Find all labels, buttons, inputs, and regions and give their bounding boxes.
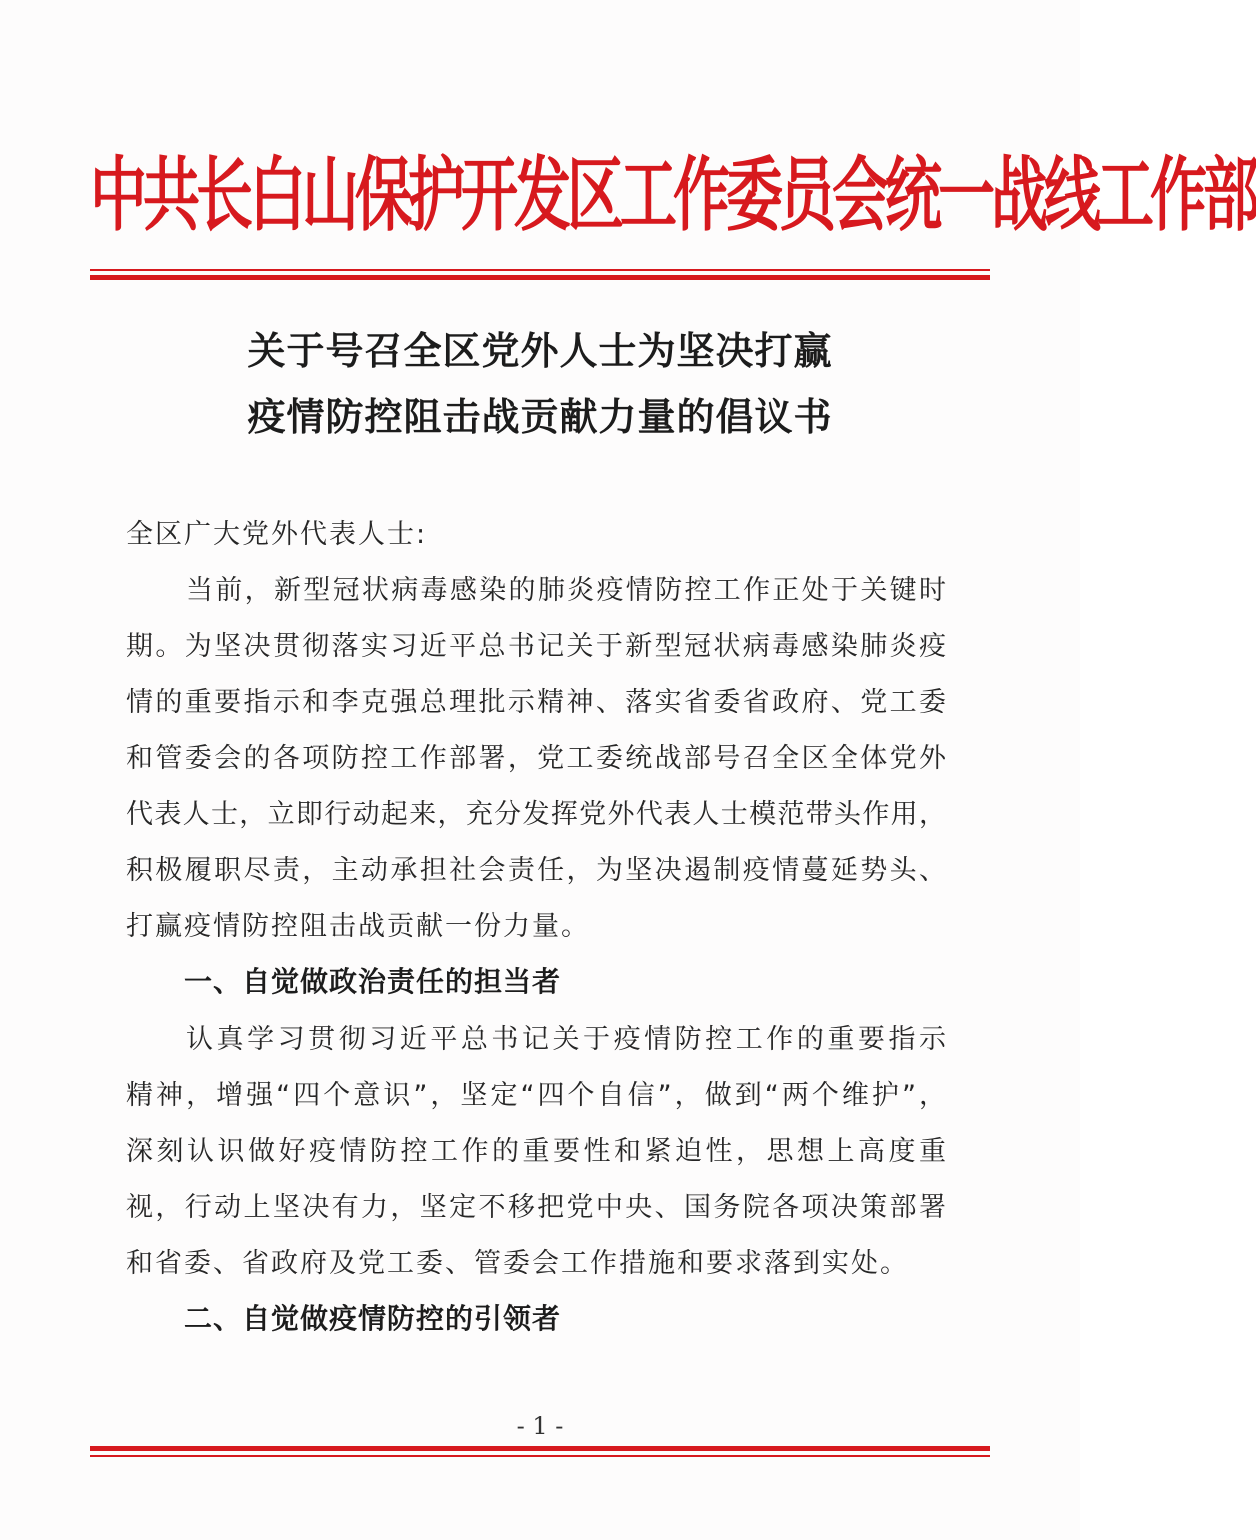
header-red-rule-thin <box>90 269 990 271</box>
paragraph-1-line: 当前，新型冠状病毒感染的肺炎疫情防控工作正处于关键时 <box>186 575 946 606</box>
paragraph-1-line: 代表人士，立即行动起来，充分发挥党外代表人士模范带头作用， <box>126 799 946 830</box>
paragraph-1-line: 打赢疫情防控阻击战贡献一份力量。 <box>126 911 590 942</box>
salutation: 全区广大党外代表人士: <box>126 519 428 550</box>
section-1-line: 视，行动上坚决有力，坚定不移把党中央、国务院各项决策部署 <box>126 1192 946 1223</box>
section-1-heading: 一、自觉做政治责任的担当者 <box>184 965 562 998</box>
section-1-line: 和省委、省政府及党工委、管委会工作措施和要求落到实处。 <box>126 1248 909 1279</box>
header-red-rule-thick <box>90 275 990 280</box>
document-title-line-1: 关于号召全区党外人士为坚决打赢 <box>247 328 833 373</box>
paragraph-1-line: 和管委会的各项防控工作部署，党工委统战部号召全区全体党外 <box>126 743 946 774</box>
issuing-organization-header: 中共长白山保护开发区工作委员会统一战线工作部 <box>90 147 1256 244</box>
page-number: - 1 - <box>516 1412 564 1440</box>
paragraph-1-line: 积极履职尽责，主动承担社会责任，为坚决遏制疫情蔓延势头、 <box>126 855 946 886</box>
section-1-line: 深刻认识做好疫情防控工作的重要性和紧迫性，思想上高度重 <box>126 1136 946 1167</box>
document-title-line-2: 疫情防控阻击战贡献力量的倡议书 <box>247 394 833 439</box>
paragraph-1-line: 期。为坚决贯彻落实习近平总书记关于新型冠状病毒感染肺炎疫 <box>126 631 946 662</box>
section-1-line: 精神，增强“四个意识”，坚定“四个自信”，做到“两个维护”， <box>126 1080 946 1111</box>
footer-red-rule-thick <box>90 1446 990 1451</box>
section-2-heading: 二、自觉做疫情防控的引领者 <box>184 1302 562 1335</box>
paragraph-1-line: 情的重要指示和李克强总理批示精神、落实省委省政府、党工委 <box>126 687 946 718</box>
footer-red-rule-thin <box>90 1455 990 1457</box>
section-1-line: 认真学习贯彻习近平总书记关于疫情防控工作的重要指示 <box>186 1024 946 1055</box>
